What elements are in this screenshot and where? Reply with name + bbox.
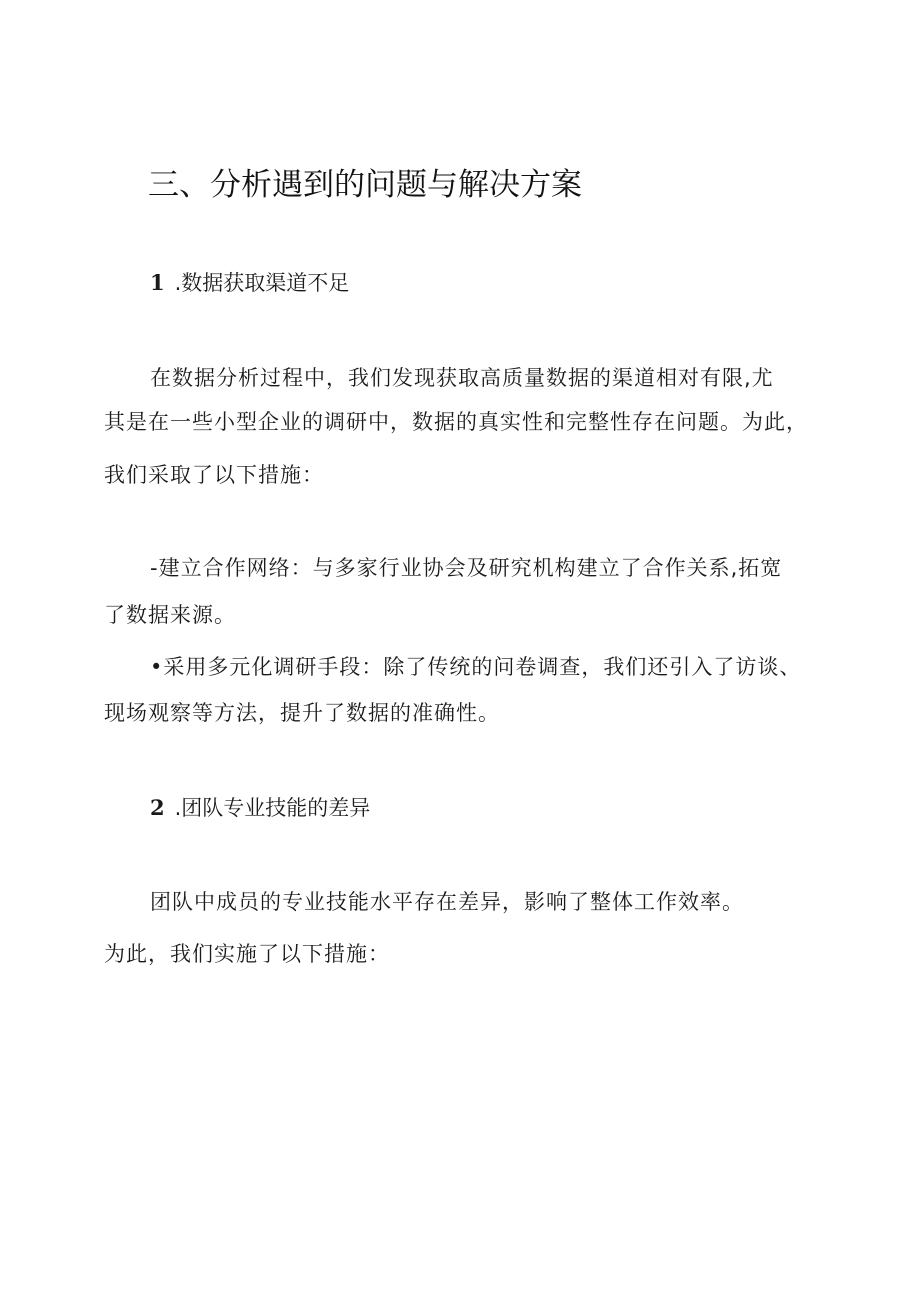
paragraph-line: 我们采取了以下措施： bbox=[104, 463, 324, 487]
paragraph-line: 为此，我们实施了以下措施： bbox=[104, 942, 390, 966]
section-title: 三、分析遇到的问题与解决方案 bbox=[148, 167, 582, 203]
subsection-heading bbox=[150, 793, 370, 823]
bullet-line: 了数据来源。 bbox=[104, 603, 236, 627]
subsection-title: .数据获取渠道不足 bbox=[174, 271, 350, 295]
subsection-number: 2 bbox=[150, 795, 165, 820]
subsection-title: .团队专业技能的差异 bbox=[174, 796, 371, 820]
bullet-line: -建立合作网络：与多家行业协会及研究机构建立了合作关系,拓宽 bbox=[150, 556, 783, 580]
paragraph-line: 团队中成员的专业技能水平存在差异，影响了整体工作效率。 bbox=[150, 890, 744, 914]
paragraph-line: 在数据分析过程中，我们发现获取高质量数据的渠道相对有限,尤 bbox=[150, 366, 774, 390]
bullet-line: 现场观察等方法，提升了数据的准确性。 bbox=[104, 701, 500, 725]
subsection-number: 1 bbox=[150, 270, 165, 295]
subsection-heading bbox=[150, 268, 349, 298]
paragraph-line: 其是在一些小型企业的调研中，数据的真实性和完整性存在问题。为此， bbox=[104, 410, 808, 434]
bullet-line: •采用多元化调研手段：除了传统的问卷调查，我们还引入了访谈、 bbox=[150, 655, 802, 679]
